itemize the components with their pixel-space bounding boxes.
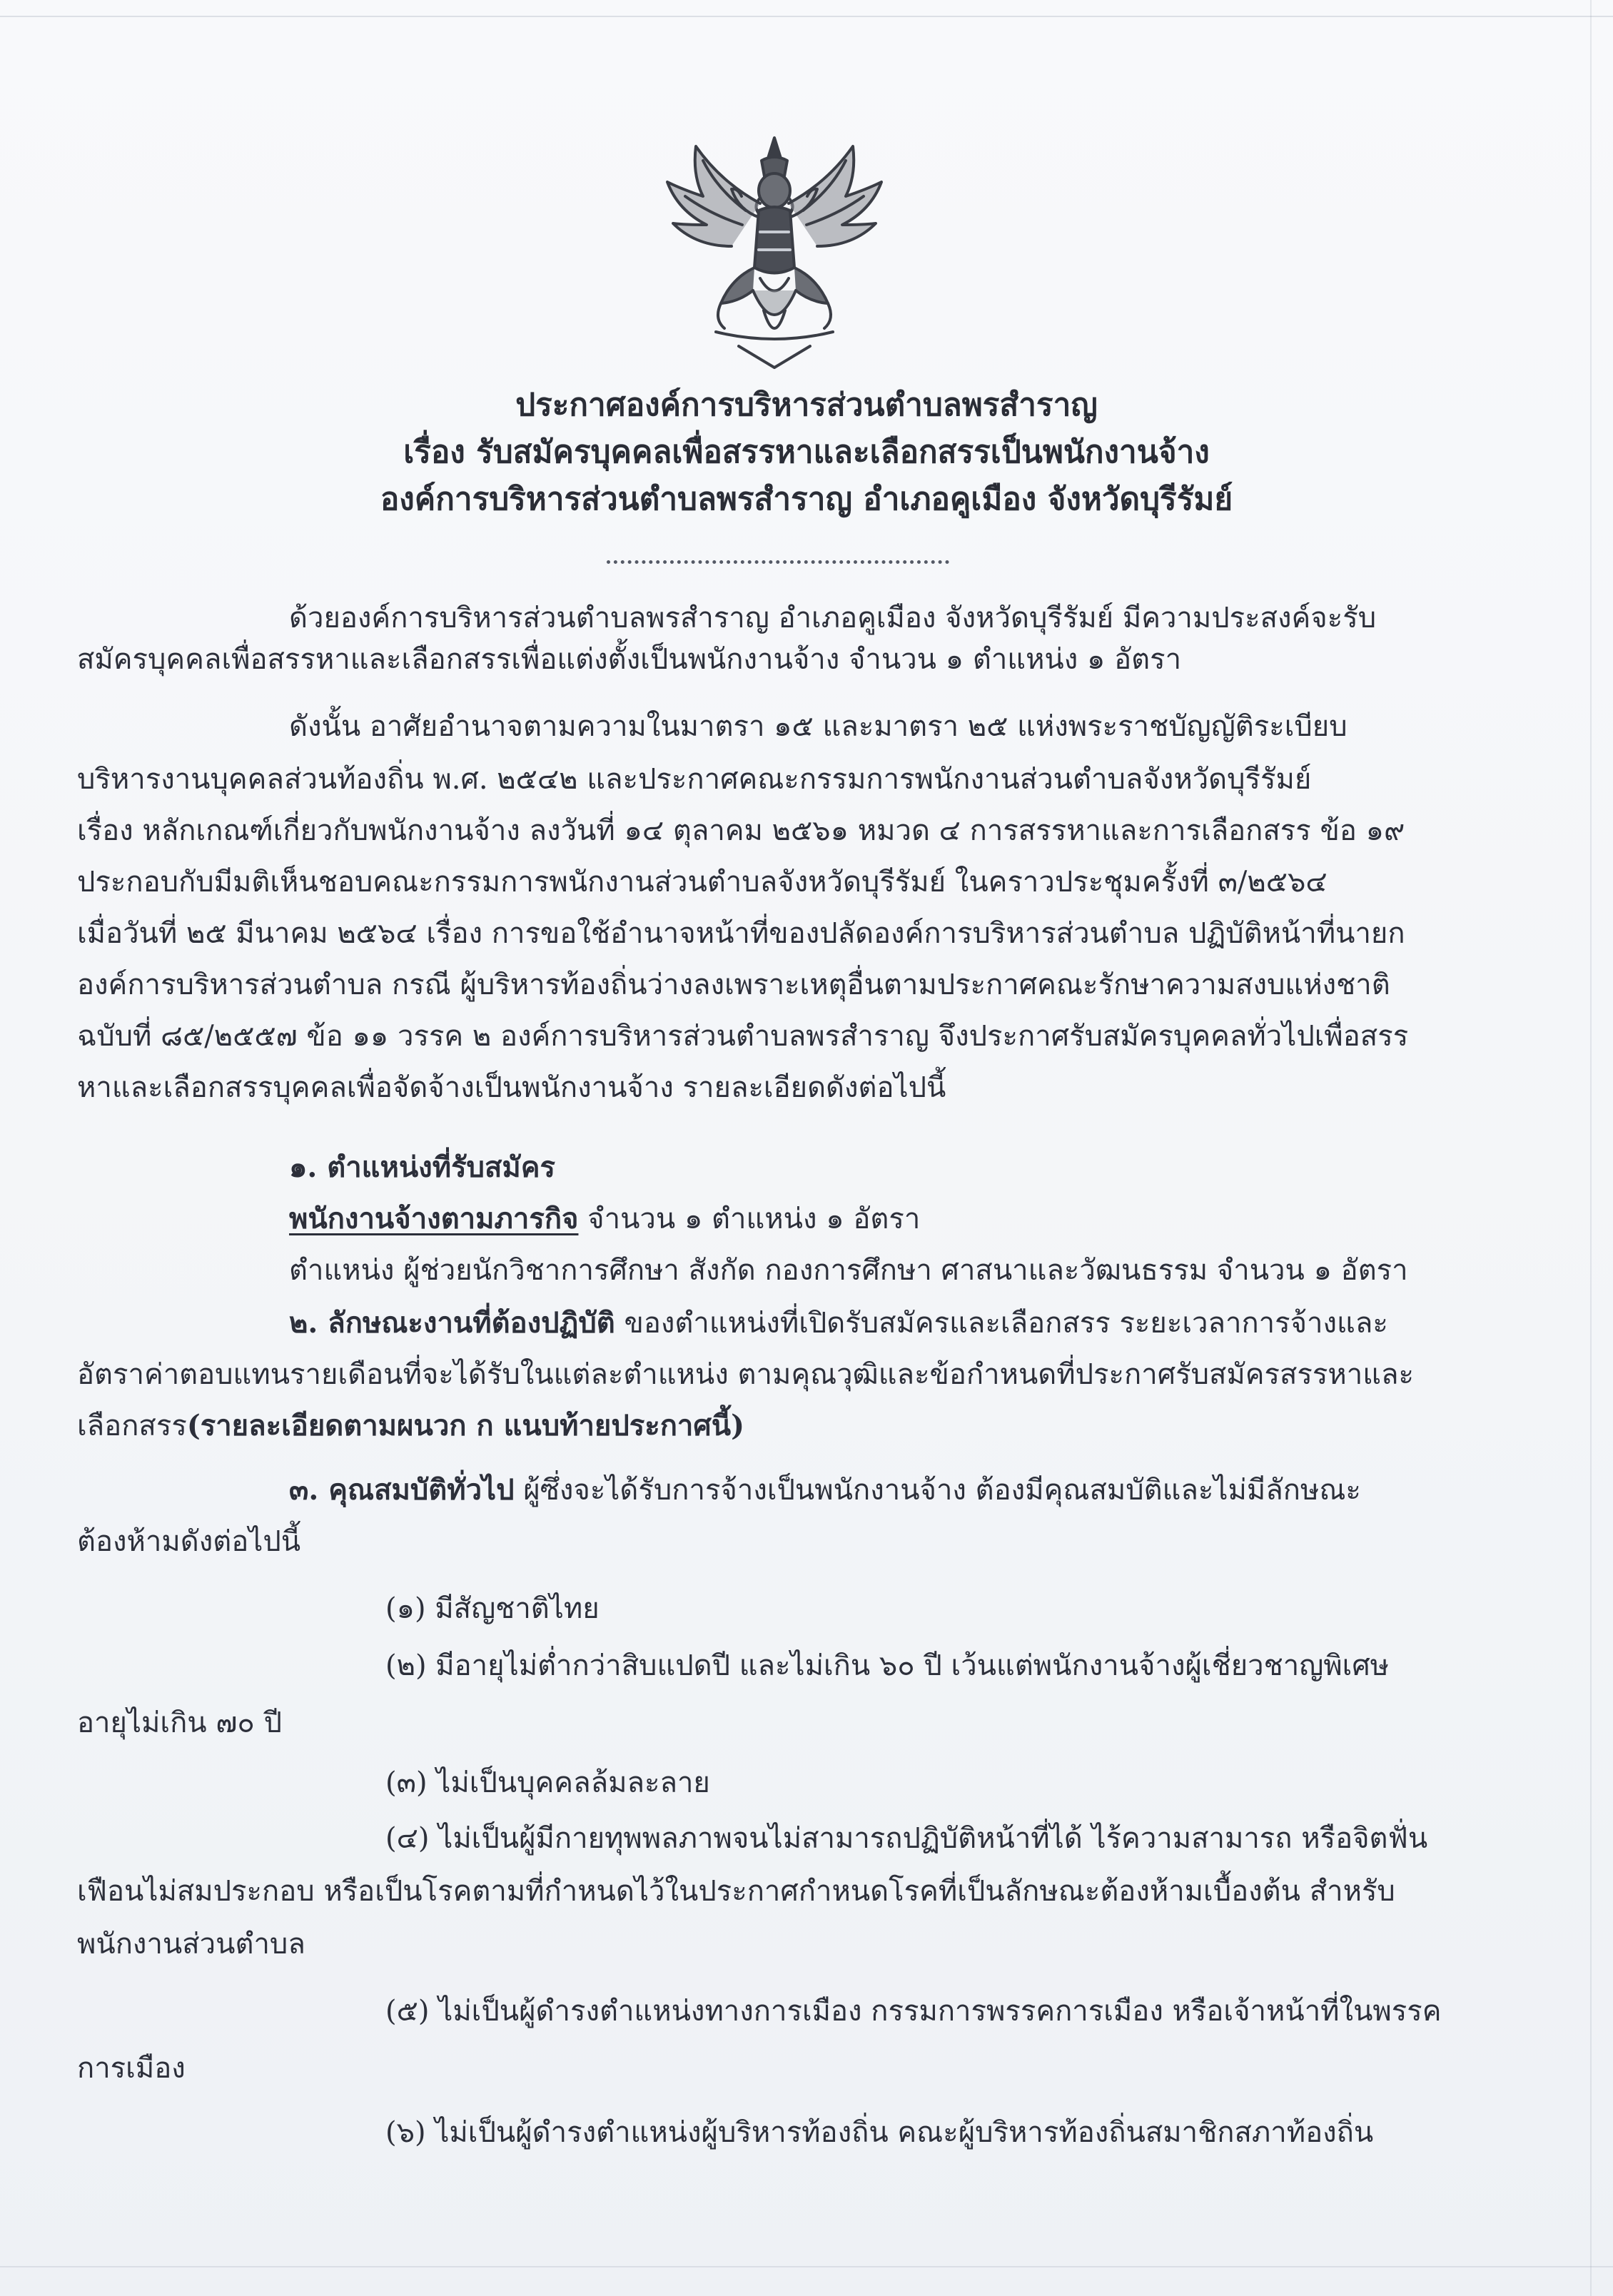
paragraph-line (77, 1406, 744, 1446)
position-line: ตำแหน่ง ผู้ช่วยนักวิชาการศึกษา สังกัด กองการศึกษา ศาสนาและวัฒนธรรม จำนวน ๑ อัตรา (289, 1254, 1408, 1287)
paragraph-line: เรื่อง หลักเกณฑ์เกี่ยวกับพนักงานจ้าง ลงวันที่ ๑๔ ตุลาคม ๒๕๖๑ หมวด ๔ การสรรหาและการเลือกสรร ข้อ ๑๙ (77, 814, 1405, 847)
section-line (289, 1470, 1361, 1510)
section-text: ผู้ซึ่งจะได้รับการจ้างเป็นพนักงานจ้าง ต้องมีคุณสมบัติและไม่มีลักษณะ (514, 1474, 1361, 1507)
list-item-continuation: อายุไม่เกิน ๗๐ ปี (77, 1706, 282, 1739)
paragraph-line: สมัครบุคคลเพื่อสรรหาและเลือกสรรเพื่อแต่งตั้งเป็นพนักงานจ้าง จำนวน ๑ ตำแหน่ง ๑ อัตรา (77, 643, 1182, 676)
title-line: เรื่อง รับสมัครบุคคลเพื่อสรรหาและเลือกสรรเป็นพนักงานจ้าง (403, 434, 1210, 470)
list-item: (๔) ไม่เป็นผู้มีกายทุพพลภาพจนไม่สามารถปฏิบัติหน้าที่ได้ ไร้ความสามารถ หรือจิตฟั่น (385, 1822, 1428, 1855)
list-item: (๑) มีสัญชาติไทย (385, 1592, 600, 1625)
paper-fold-line (0, 16, 1613, 17)
section-heading: ๓. คุณสมบัติทั่วไป (289, 1473, 515, 1507)
list-item-continuation: เฟือนไม่สมประกอบ หรือเป็นโรคตามที่กำหนดไว้ในประกาศกำหนดโรคที่เป็นลักษณะต้องห้ามเบื้องต้น สำหรับ (77, 1875, 1395, 1908)
list-item: (๒) มีอายุไม่ต่ำกว่าสิบแปดปี และไม่เกิน ๖๐ ปี เว้นแต่พนักงานจ้างผู้เชี่ยวชาญพิเศษ (385, 1649, 1390, 1682)
paragraph-line: ฉบับที่ ๘๕/๒๕๕๗ ข้อ ๑๑ วรรค ๒ องค์การบริหารส่วนตำบลพรสำราญ จึงประกาศรับสมัครบุคคลทั่วไปเพื่อสรร (77, 1020, 1409, 1053)
list-item: (๕) ไม่เป็นผู้ดำรงตำแหน่งทางการเมือง กรรมการพรรคการเมือง หรือเจ้าหน้าที่ในพรรค (385, 1995, 1442, 2028)
paragraph-line: ต้องห้ามดังต่อไปนี้ (77, 1525, 301, 1558)
annex-reference: (รายละเอียดตามผนวก ก แนบท้ายประกาศนี้) (186, 1409, 745, 1442)
paragraph-line: อัตราค่าตอบแทนรายเดือนที่จะได้รับในแต่ละตำแหน่ง ตามคุณวุฒิและข้อกำหนดที่ประกาศรับสมัครสรรหาและ (77, 1358, 1414, 1391)
section-text: ของตำแหน่งที่เปิดรับสมัครและเลือกสรร ระยะเวลาการจ้างและ (615, 1307, 1388, 1340)
title-line: องค์การบริหารส่วนตำบลพรสำราญ อำเภอคูเมือง จังหวัดบุรีรัมย์ (380, 481, 1233, 517)
paragraph-line: เมื่อวันที่ ๒๕ มีนาคม ๒๕๖๔ เรื่อง การขอใช้อำนาจหน้าที่ของปลัดองค์การบริหารส่วนตำบล ปฏิบัติหน้าที่นายก (77, 917, 1405, 950)
paragraph-line: ประกอบกับมีมติเห็นชอบคณะกรรมการพนักงานส่วนตำบลจังหวัดบุรีรัมย์ ในคราวประชุมครั้งที่ ๓/๒๕๖๔ (77, 866, 1328, 899)
position-type-line (289, 1199, 920, 1239)
paragraph-line: บริหารงานบุคคลส่วนท้องถิ่น พ.ศ. ๒๕๔๒ และประกาศคณะกรรมการพนักงานส่วนตำบลจังหวัดบุรีรัมย์ (77, 763, 1312, 796)
section-text: เลือกสรร (77, 1410, 187, 1442)
title-line: ประกาศองค์การบริหารส่วนตำบลพรสำราญ (515, 387, 1098, 423)
list-item-continuation: พนักงานส่วนตำบล (77, 1928, 305, 1961)
paragraph-line: ดังนั้น อาศัยอำนาจตามความในมาตรา ๑๕ และมาตรา ๒๕ แห่งพระราชบัญญัติระเบียบ (289, 710, 1347, 743)
dotted-divider (607, 560, 949, 564)
announcement-title (0, 382, 1613, 523)
garuda-emblem-icon (653, 132, 896, 375)
paper-fold-line (0, 2266, 1613, 2267)
paragraph-line: องค์การบริหารส่วนตำบล กรณี ผู้บริหารท้องถิ่นว่างลงเพราะเหตุอื่นตามประกาศคณะรักษาความสงบแห่งชาติ (77, 969, 1390, 1001)
paragraph-line: หาและเลือกสรรบุคคลเพื่อจัดจ้างเป็นพนักงานจ้าง รายละเอียดดังต่อไปนี้ (77, 1071, 946, 1104)
section-heading: ๑. ตำแหน่งที่รับสมัคร (289, 1150, 555, 1184)
paragraph-line: ด้วยองค์การบริหารส่วนตำบลพรสำราญ อำเภอคูเมือง จังหวัดบุรีรัมย์ มีความประสงค์จะรับ (289, 602, 1377, 634)
list-item: (๖) ไม่เป็นผู้ดำรงตำแหน่งผู้บริหารท้องถิ่น คณะผู้บริหารท้องถิ่นสมาชิกสภาท้องถิ่น (385, 2116, 1374, 2149)
position-type-label: พนักงานจ้างตามภารกิจ (289, 1202, 579, 1235)
section-line (289, 1303, 1388, 1343)
list-item-continuation: การเมือง (77, 2052, 186, 2085)
position-type-count: จำนวน ๑ ตำแหน่ง ๑ อัตรา (578, 1203, 921, 1235)
list-item: (๓) ไม่เป็นบุคคลล้มละลาย (385, 1766, 710, 1799)
section-heading: ๒. ลักษณะงานที่ต้องปฏิบัติ (289, 1306, 615, 1340)
paper-fold-line (1590, 0, 1592, 2296)
